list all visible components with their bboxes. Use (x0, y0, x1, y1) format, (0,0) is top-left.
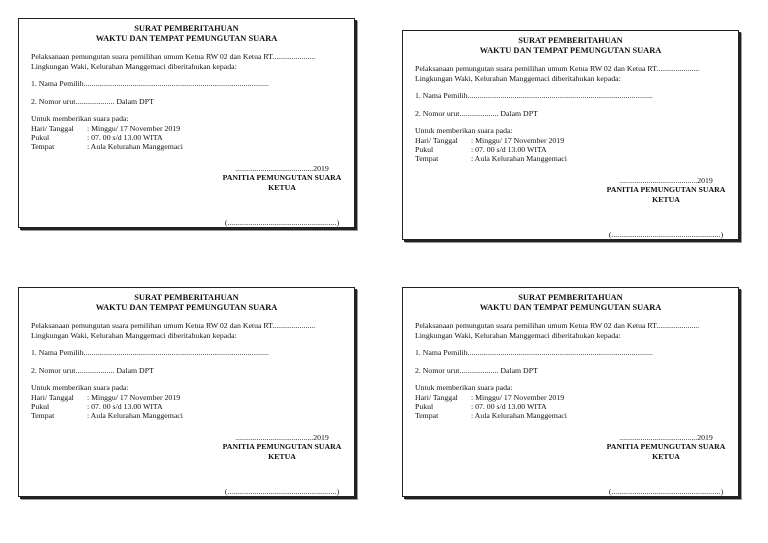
voter-name-field: 1. Nama Pemilih............................................................................................... (31, 79, 269, 89)
signature-block (217, 164, 347, 228)
place-label: Tempat (415, 154, 439, 164)
signature-block (601, 433, 731, 497)
place-value: : Aula Kelurahan Manggemaci (87, 142, 183, 152)
time-value: : 07. 00 s/d 13.00 WITA (87, 401, 163, 411)
notice-title-3: SURAT PEMBERITAHUAN (134, 293, 239, 302)
day-value: : Minggu/ 17 November 2019 (87, 123, 181, 133)
place-label: Tempat (415, 411, 439, 421)
schedule-block (415, 383, 726, 420)
signature-role: KETUA (652, 451, 680, 461)
time-row (31, 402, 342, 411)
time-row (415, 145, 726, 154)
time-value: : 07. 00 s/d 13.00 WITA (87, 132, 163, 142)
intro-line-1: Pelaksanaan pemungutan suara pemilihan umum Ketua RW 02 dan Ketua RT...................... (415, 64, 700, 73)
schedule-block (31, 114, 342, 151)
schedule-block (415, 126, 726, 163)
signature-block (217, 433, 347, 497)
signature-block (601, 176, 731, 240)
voter-number-field: 2. Nomor urut.................... Dalam DPT (415, 108, 538, 118)
day-label: Hari/ Tanggal (415, 135, 458, 145)
schedule-intro: Untuk memberikan suara pada: (31, 383, 129, 393)
signature-date: ........................................2019 (235, 433, 329, 442)
time-row (415, 402, 726, 411)
schedule-block (31, 383, 342, 420)
notice-intro-1 (31, 52, 342, 71)
notice-subtitle-4: WAKTU DAN TEMPAT PEMUNGUTAN SUARA (479, 303, 662, 312)
intro-line-2: Lingkungan Waki, Kelurahan Manggemaci diberitahukan kepada: (31, 61, 237, 71)
time-value: : 07. 00 s/d 13.00 WITA (471, 401, 547, 411)
signature-org: PANITIA PEMUNGUTAN SUARA (222, 442, 342, 452)
time-value: : 07. 00 s/d 13.00 WITA (471, 144, 547, 154)
day-row (415, 393, 726, 402)
voter-number-field: 2. Nomor urut.................... Dalam DPT (415, 365, 538, 375)
voter-number-field: 2. Nomor urut.................... Dalam DPT (31, 365, 154, 375)
day-value: : Minggu/ 17 November 2019 (471, 135, 565, 145)
place-label: Tempat (31, 142, 55, 152)
signature-role: KETUA (268, 451, 296, 461)
place-value: : Aula Kelurahan Manggemaci (471, 154, 567, 164)
signature-org: PANITIA PEMUNGUTAN SUARA (222, 173, 342, 183)
day-row (31, 393, 342, 402)
schedule-intro: Untuk memberikan suara pada: (415, 126, 513, 136)
signature-name: (........................................................) (608, 230, 724, 240)
intro-line-1: Pelaksanaan pemungutan suara pemilihan umum Ketua RW 02 dan Ketua RT...................... (31, 52, 316, 61)
signature-name: (........................................................) (224, 218, 340, 228)
place-label: Tempat (31, 411, 55, 421)
notice-title-1: SURAT PEMBERITAHUAN (134, 24, 239, 33)
voter-number-field: 2. Nomor urut.................... Dalam DPT (31, 96, 154, 106)
time-label: Pukul (415, 401, 434, 411)
day-label: Hari/ Tanggal (415, 392, 458, 402)
schedule-intro: Untuk memberikan suara pada: (31, 114, 129, 124)
intro-line-1: Pelaksanaan pemungutan suara pemilihan umum Ketua RW 02 dan Ketua RT...................... (415, 321, 700, 330)
notice-intro-4 (415, 321, 726, 340)
place-row (415, 411, 726, 420)
day-value: : Minggu/ 17 November 2019 (471, 392, 565, 402)
time-label: Pukul (31, 132, 50, 142)
notice-card-4 (402, 287, 739, 497)
notice-subtitle-2: WAKTU DAN TEMPAT PEMUNGUTAN SUARA (479, 46, 662, 55)
place-row (415, 154, 726, 163)
voter-name-field: 1. Nama Pemilih............................................................................................... (31, 348, 269, 358)
time-label: Pukul (31, 401, 50, 411)
day-label: Hari/ Tanggal (31, 392, 74, 402)
voter-name-field: 1. Nama Pemilih............................................................................................... (415, 348, 653, 358)
intro-line-1: Pelaksanaan pemungutan suara pemilihan umum Ketua RW 02 dan Ketua RT...................... (31, 321, 316, 330)
notice-card-3 (18, 287, 355, 497)
notice-subtitle-1: WAKTU DAN TEMPAT PEMUNGUTAN SUARA (95, 34, 278, 43)
day-label: Hari/ Tanggal (31, 123, 74, 133)
time-label: Pukul (415, 144, 434, 154)
day-row (31, 124, 342, 133)
notice-title-4: SURAT PEMBERITAHUAN (518, 293, 623, 302)
notice-subtitle-3: WAKTU DAN TEMPAT PEMUNGUTAN SUARA (95, 303, 278, 312)
notice-intro-2 (415, 64, 726, 83)
voter-name-field: 1. Nama Pemilih............................................................................................... (415, 91, 653, 101)
signature-date: ........................................2019 (619, 433, 713, 442)
schedule-intro: Untuk memberikan suara pada: (415, 383, 513, 393)
notice-card-2 (402, 30, 739, 240)
day-value: : Minggu/ 17 November 2019 (87, 392, 181, 402)
signature-role: KETUA (652, 194, 680, 204)
signature-org: PANITIA PEMUNGUTAN SUARA (606, 185, 726, 195)
notice-card-1 (18, 18, 355, 228)
place-value: : Aula Kelurahan Manggemaci (87, 411, 183, 421)
intro-line-2: Lingkungan Waki, Kelurahan Manggemaci diberitahukan kepada: (415, 73, 621, 83)
time-row (31, 133, 342, 142)
place-value: : Aula Kelurahan Manggemaci (471, 411, 567, 421)
intro-line-2: Lingkungan Waki, Kelurahan Manggemaci diberitahukan kepada: (415, 330, 621, 340)
place-row (31, 411, 342, 420)
day-row (415, 136, 726, 145)
signature-name: (........................................................) (608, 487, 724, 497)
signature-date: ........................................2019 (235, 164, 329, 173)
signature-name: (........................................................) (224, 487, 340, 497)
place-row (31, 142, 342, 151)
intro-line-2: Lingkungan Waki, Kelurahan Manggemaci diberitahukan kepada: (31, 330, 237, 340)
notice-title-2: SURAT PEMBERITAHUAN (518, 36, 623, 45)
notice-intro-3 (31, 321, 342, 340)
signature-date: ........................................2019 (619, 176, 713, 185)
signature-role: KETUA (268, 182, 296, 192)
signature-org: PANITIA PEMUNGUTAN SUARA (606, 442, 726, 452)
